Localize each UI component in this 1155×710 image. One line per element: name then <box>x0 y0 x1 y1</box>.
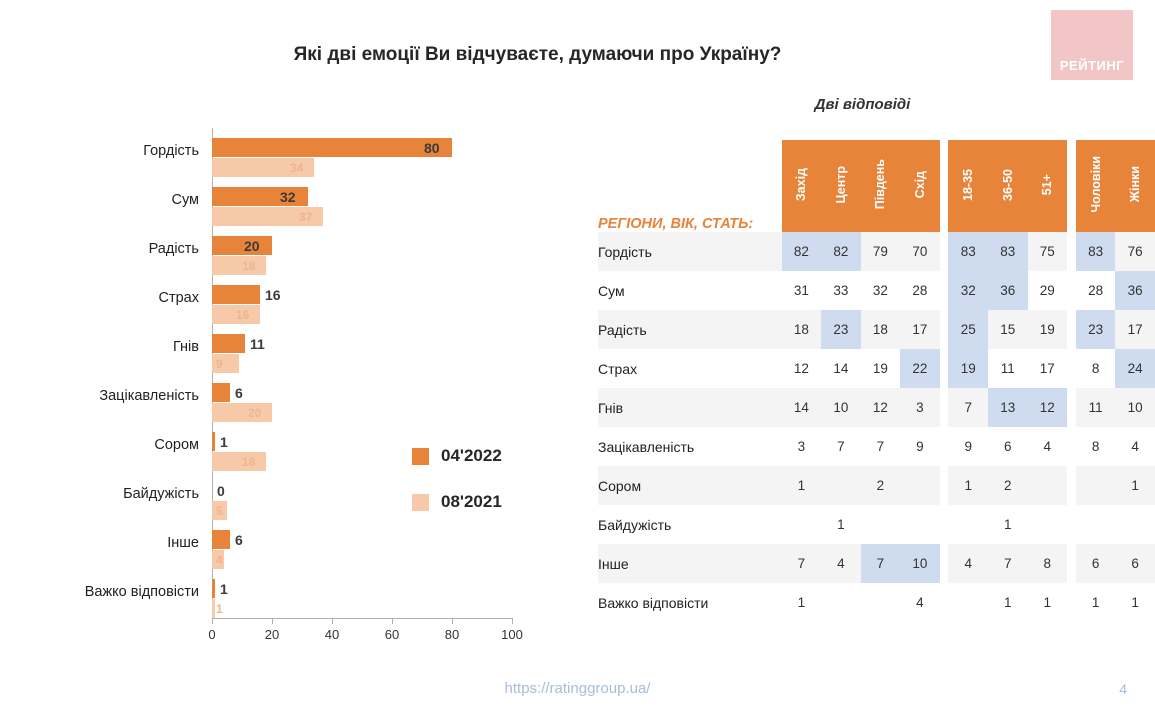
chart-category-label: Інше <box>167 535 199 551</box>
table-cell: 13 <box>988 388 1028 427</box>
table-cell-gap <box>1067 232 1076 271</box>
table-cell: 22 <box>900 349 940 388</box>
table-cell-gap <box>1067 544 1076 583</box>
table-row <box>598 505 1155 544</box>
chart-bar <box>212 432 215 451</box>
table-row-label: Сором <box>598 466 782 505</box>
table-row <box>598 349 1155 388</box>
chart-category-label: Сум <box>171 192 199 208</box>
table-cell: 18 <box>861 310 901 349</box>
table-cell <box>782 505 822 544</box>
table-column-header-label: Захід <box>794 167 809 202</box>
table-cell: 28 <box>1076 271 1116 310</box>
table-row-label: Важко відповісти <box>598 583 782 622</box>
chart-bar <box>212 599 215 618</box>
table-cell: 1 <box>1115 583 1155 622</box>
table-cell-gap <box>940 544 949 583</box>
table-cell: 4 <box>948 544 988 583</box>
table-cell: 79 <box>861 232 901 271</box>
legend-item-current <box>412 446 502 466</box>
table-cell: 3 <box>782 427 822 466</box>
chart-category-label: Сором <box>154 437 199 453</box>
chart-bar-value: 20 <box>248 406 262 420</box>
table-subtitle: Дві відповіді <box>814 96 911 113</box>
chart-bar-value: 6 <box>235 532 243 548</box>
chart-bar-value: 34 <box>290 161 304 175</box>
table-cell <box>1076 466 1116 505</box>
chart-bar-value: 9 <box>216 357 223 371</box>
bar-chart <box>30 128 570 648</box>
table-cell: 82 <box>821 232 861 271</box>
table-column-header-label: Схід <box>912 170 927 199</box>
table-cell <box>821 466 861 505</box>
table-cell: 17 <box>1028 349 1068 388</box>
legend-item-previous <box>412 492 502 512</box>
table-body <box>598 232 1155 622</box>
table-row-label: Страх <box>598 349 782 388</box>
table-cell: 8 <box>1028 544 1068 583</box>
table-cell: 36 <box>988 271 1028 310</box>
table-row <box>598 466 1155 505</box>
table-cell: 8 <box>1076 349 1116 388</box>
table-cell <box>1076 505 1116 544</box>
table-cell: 1 <box>782 583 822 622</box>
table-cell: 75 <box>1028 232 1068 271</box>
chart-category-label: Гордість <box>143 143 199 159</box>
table-cell: 10 <box>821 388 861 427</box>
table-cell-gap <box>1067 466 1076 505</box>
table-cell: 7 <box>988 544 1028 583</box>
chart-bar-value: 6 <box>235 385 243 401</box>
chart-category-label: Байдужість <box>123 486 199 502</box>
table-cell: 23 <box>821 310 861 349</box>
chart-axis-tick <box>332 618 333 624</box>
chart-bar <box>212 285 260 304</box>
table-cell-gap <box>1067 583 1076 622</box>
chart-category-label: Гнів <box>173 339 199 355</box>
table-corner-label: РЕГІОНИ, ВІК, СТАТЬ: <box>598 216 754 232</box>
table-cell: 1 <box>1076 583 1116 622</box>
table-column-header-label: Центр <box>833 165 848 204</box>
table-column-header <box>1028 140 1068 232</box>
table-cell: 10 <box>1115 388 1155 427</box>
table-cell: 2 <box>861 466 901 505</box>
table-row-label: Радість <box>598 310 782 349</box>
table-cell <box>821 583 861 622</box>
chart-axis-tick-label: 100 <box>501 627 523 642</box>
table-cell-gap <box>1067 349 1076 388</box>
chart-legend <box>412 446 502 538</box>
regions-age-gender-table <box>598 140 1155 622</box>
table-cell-gap <box>940 310 949 349</box>
chart-axis-tick-label: 40 <box>324 627 340 642</box>
chart-axis-tick <box>272 618 273 624</box>
table-column-header-label: 51+ <box>1040 173 1055 196</box>
chart-bar-value: 80 <box>424 140 440 156</box>
table-cell: 28 <box>900 271 940 310</box>
table-cell: 11 <box>988 349 1028 388</box>
table-cell: 2 <box>988 466 1028 505</box>
table-column-header <box>861 140 901 232</box>
legend-label: 08'2021 <box>441 492 502 511</box>
chart-bar-value: 32 <box>280 189 296 205</box>
table-cell <box>1115 505 1155 544</box>
table-cell-gap <box>1067 427 1076 466</box>
table-cell-gap <box>940 388 949 427</box>
chart-x-axis <box>212 618 512 619</box>
table-cell: 4 <box>1115 427 1155 466</box>
table-cell: 6 <box>1115 544 1155 583</box>
table-cell <box>900 505 940 544</box>
table-cell: 82 <box>782 232 822 271</box>
chart-category-label: Страх <box>158 290 199 306</box>
table-column-header-label: Чоловіки <box>1088 156 1103 213</box>
table-cell: 25 <box>948 310 988 349</box>
table-column-gap <box>1067 140 1076 232</box>
table-row <box>598 544 1155 583</box>
table-cell: 32 <box>948 271 988 310</box>
table-cell: 70 <box>900 232 940 271</box>
table-cell: 7 <box>821 427 861 466</box>
table-cell: 12 <box>861 388 901 427</box>
table-row <box>598 583 1155 622</box>
table-cell: 14 <box>821 349 861 388</box>
chart-bar <box>212 452 266 471</box>
chart-bar <box>212 256 266 275</box>
table-cell <box>1028 466 1068 505</box>
table-row <box>598 427 1155 466</box>
table-cell: 1 <box>821 505 861 544</box>
table-cell: 15 <box>988 310 1028 349</box>
table-cell: 1 <box>988 583 1028 622</box>
table-cell-gap <box>940 232 949 271</box>
table-row <box>598 310 1155 349</box>
chart-bar-value: 18 <box>242 455 256 469</box>
table-cell-gap <box>1067 271 1076 310</box>
table-cell: 33 <box>821 271 861 310</box>
table-cell: 3 <box>900 388 940 427</box>
table-cell: 1 <box>782 466 822 505</box>
footer-url[interactable]: https://ratinggroup.ua/ <box>504 680 651 697</box>
table-cell: 83 <box>948 232 988 271</box>
table-header-row <box>598 140 1155 232</box>
table-cell: 4 <box>1028 427 1068 466</box>
table-column-header-label: 18-35 <box>961 168 976 201</box>
chart-bar <box>212 138 452 157</box>
table-cell: 11 <box>1076 388 1116 427</box>
table-cell: 29 <box>1028 271 1068 310</box>
chart-axis-tick <box>512 618 513 624</box>
chart-category-label: Радість <box>148 241 199 257</box>
chart-bar-value: 16 <box>236 308 250 322</box>
table-row-label: Байдужість <box>598 505 782 544</box>
table-cell-gap <box>1067 388 1076 427</box>
table-cell: 36 <box>1115 271 1155 310</box>
table-row-label: Сум <box>598 271 782 310</box>
table-column-header <box>1115 140 1155 232</box>
legend-swatch-icon <box>412 494 429 511</box>
table-cell: 1 <box>1028 583 1068 622</box>
table-cell: 1 <box>948 466 988 505</box>
chart-bar-value: 18 <box>242 259 256 273</box>
table-row <box>598 388 1155 427</box>
table-cell: 32 <box>861 271 901 310</box>
chart-bar <box>212 383 230 402</box>
table-row-label: Гнів <box>598 388 782 427</box>
table-row <box>598 232 1155 271</box>
chart-bar-value: 1 <box>216 602 223 616</box>
table-head <box>598 140 1155 232</box>
chart-bar-value: 16 <box>265 287 281 303</box>
chart-axis-tick-label: 60 <box>384 627 400 642</box>
chart-bar <box>212 236 272 255</box>
table-cell: 7 <box>782 544 822 583</box>
chart-axis-tick <box>452 618 453 624</box>
chart-bar-value: 20 <box>244 238 260 254</box>
table-row-label: Інше <box>598 544 782 583</box>
table-cell: 6 <box>988 427 1028 466</box>
table-column-header <box>1076 140 1116 232</box>
table-cell: 1 <box>988 505 1028 544</box>
table-cell: 19 <box>861 349 901 388</box>
chart-bar-value: 0 <box>217 483 225 499</box>
table-cell <box>861 583 901 622</box>
table-cell-gap <box>940 271 949 310</box>
table-cell: 19 <box>1028 310 1068 349</box>
table-row-label: Зацікавленість <box>598 427 782 466</box>
table-column-header-label: Південь <box>873 159 888 210</box>
table-cell: 10 <box>900 544 940 583</box>
chart-category-label: Зацікавленість <box>99 388 199 404</box>
table-cell <box>861 505 901 544</box>
legend-swatch-icon <box>412 448 429 465</box>
table-cell: 7 <box>861 427 901 466</box>
table-cell: 19 <box>948 349 988 388</box>
legend-label: 04'2022 <box>441 446 502 465</box>
table-cell: 8 <box>1076 427 1116 466</box>
table-row <box>598 271 1155 310</box>
table-cell-gap <box>940 466 949 505</box>
table-column-header-label: Жінки <box>1128 166 1143 203</box>
table-column-header <box>782 140 822 232</box>
table-cell: 9 <box>948 427 988 466</box>
table-cell-gap <box>940 583 949 622</box>
data-table <box>598 140 1155 622</box>
table-cell: 12 <box>1028 388 1068 427</box>
table-cell: 9 <box>900 427 940 466</box>
chart-category-label: Важко відповісти <box>84 584 199 600</box>
chart-axis-tick <box>392 618 393 624</box>
table-cell-gap <box>1067 505 1076 544</box>
page-number: 4 <box>1119 681 1127 697</box>
table-column-gap <box>940 140 949 232</box>
chart-bar-value: 37 <box>299 210 313 224</box>
chart-bar <box>212 334 245 353</box>
chart-bar <box>212 530 230 549</box>
chart-axis-tick-label: 0 <box>208 627 216 642</box>
chart-bar-value: 1 <box>220 434 228 450</box>
table-cell-gap <box>940 427 949 466</box>
table-column-header <box>900 140 940 232</box>
table-cell: 4 <box>900 583 940 622</box>
table-cell <box>1028 505 1068 544</box>
table-cell: 6 <box>1076 544 1116 583</box>
table-cell <box>948 505 988 544</box>
chart-bar <box>212 579 215 598</box>
table-cell: 4 <box>821 544 861 583</box>
table-row-label: Гордість <box>598 232 782 271</box>
table-cell: 17 <box>900 310 940 349</box>
table-cell-gap <box>1067 310 1076 349</box>
table-cell: 23 <box>1076 310 1116 349</box>
table-cell: 83 <box>1076 232 1116 271</box>
table-cell: 7 <box>861 544 901 583</box>
table-cell: 12 <box>782 349 822 388</box>
page-title: Які дві емоції Ви відчуваєте, думаючи про Україну? <box>293 44 782 65</box>
table-cell: 31 <box>782 271 822 310</box>
chart-axis-tick-label: 20 <box>264 627 280 642</box>
table-cell: 76 <box>1115 232 1155 271</box>
table-cell <box>948 583 988 622</box>
table-cell: 14 <box>782 388 822 427</box>
table-cell: 83 <box>988 232 1028 271</box>
chart-bar-value: 1 <box>220 581 228 597</box>
chart-axis-tick-label: 80 <box>444 627 460 642</box>
table-cell-gap <box>940 505 949 544</box>
table-column-header <box>821 140 861 232</box>
table-column-header <box>948 140 988 232</box>
chart-bar-value: 5 <box>216 504 223 518</box>
chart-bar-value: 11 <box>250 336 265 352</box>
chart-bar <box>212 403 272 422</box>
table-cell <box>900 466 940 505</box>
table-cell-gap <box>940 349 949 388</box>
table-cell: 24 <box>1115 349 1155 388</box>
logo-text: РЕЙТИНГ <box>1059 58 1125 73</box>
table-column-header-label: 36-50 <box>1000 168 1015 201</box>
table-column-header <box>988 140 1028 232</box>
chart-bar-value: 4 <box>216 553 223 567</box>
table-cell: 17 <box>1115 310 1155 349</box>
chart-axis-tick <box>212 618 213 624</box>
table-cell: 18 <box>782 310 822 349</box>
table-cell: 1 <box>1115 466 1155 505</box>
table-cell: 7 <box>948 388 988 427</box>
